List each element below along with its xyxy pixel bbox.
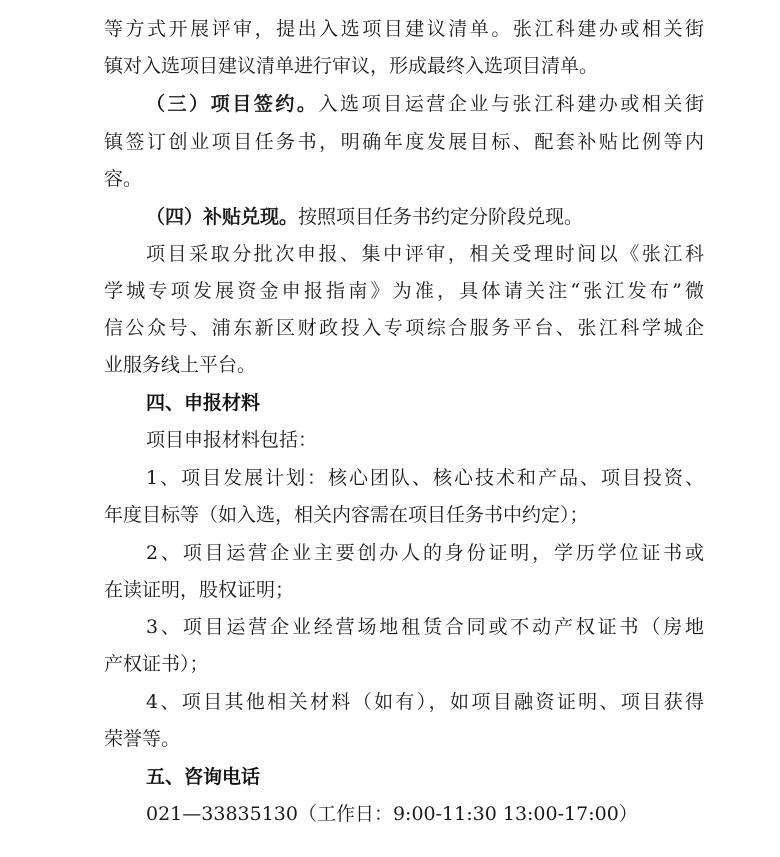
paragraph-text: 入选项目运营企业与张江科建办或相关街	[318, 93, 704, 115]
paragraph-line: 容。	[104, 168, 143, 190]
list-item-line: 在读证明，股权证明；	[104, 579, 295, 601]
paragraph-line: 学城专项发展资金申报指南》为准，具体请关注“张江发布”微	[104, 280, 704, 302]
section-heading-materials: 四、申报材料	[146, 392, 261, 414]
paragraph-line: 等方式开展评审，提出入选项目建议清单。张江科建办或相关街	[104, 18, 704, 40]
paragraph-line: 业服务线上平台。	[104, 354, 257, 376]
list-item-line: 1、项目发展计划：核心团队、核心技术和产品、项目投资、	[146, 467, 704, 489]
paragraph-line: 项目申报材料包括：	[146, 429, 318, 451]
list-item-line: 2、项目运营企业主要创办人的身份证明，学历学位证书或	[146, 542, 704, 564]
subsection-label: （三）项目签约。	[146, 93, 319, 115]
subsection-label: （四）补贴兑现。	[146, 206, 299, 228]
list-item-line: 荣誉等。	[104, 728, 181, 750]
paragraph-line: 信公众号、浦东新区财政投入专项综合服务平台、张江科学城企	[104, 317, 704, 339]
section-three-signing	[146, 86, 704, 123]
section-four-subsidy	[146, 199, 704, 236]
paragraph-line: 镇对入选项目建议清单进行审议，形成最终入选项目清单。	[104, 55, 599, 77]
list-item-line: 3、项目运营企业经营场地租赁合同或不动产权证书（房地	[146, 616, 704, 638]
section-heading-contact: 五、咨询电话	[146, 766, 261, 788]
paragraph-line: 镇签订创业项目任务书，明确年度发展目标、配套补贴比例等内	[104, 131, 704, 153]
contact-phone-line: 021—33835130（工作日：9:00-11:30 13:00-17:00）	[146, 803, 638, 825]
list-item-line: 4、项目其他相关材料（如有），如项目融资证明、项目获得	[146, 691, 704, 713]
paragraph-line: 项目采取分批次申报、集中评审，相关受理时间以《张江科	[146, 243, 704, 265]
list-item-line: 年度目标等（如入选，相关内容需在项目任务书中约定）；	[104, 504, 589, 526]
paragraph-text: 按照项目任务书约定分阶段兑现。	[298, 206, 584, 228]
list-item-line: 产权证书）；	[104, 653, 209, 675]
